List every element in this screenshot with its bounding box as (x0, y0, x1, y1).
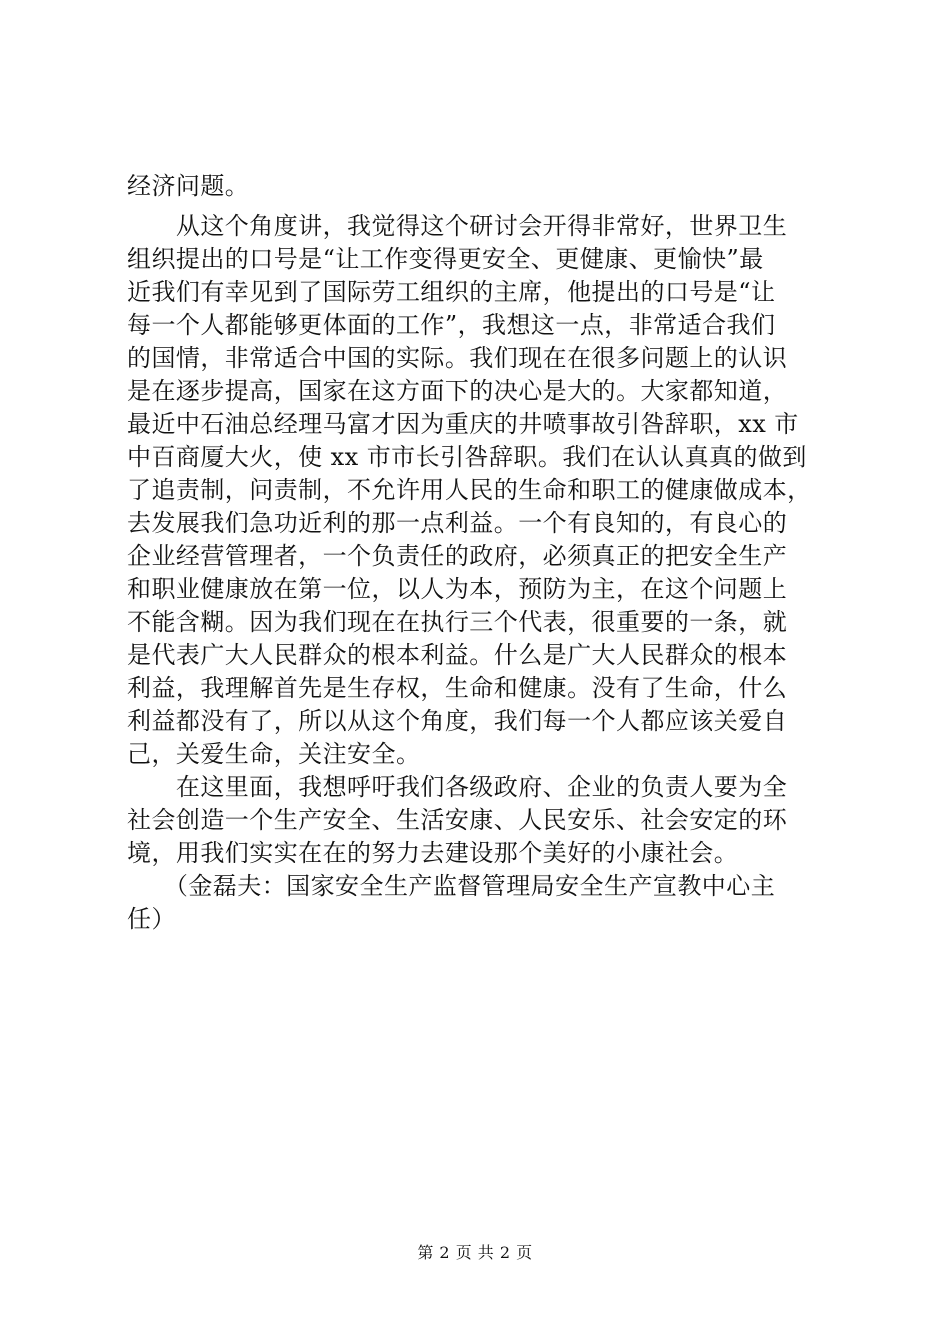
page-number-footer: 第 2 页 共 2 页 (417, 1243, 533, 1262)
text-line: 己，关爱生命，关注安全。 (127, 740, 421, 768)
text-line: 从这个角度讲，我觉得这个研讨会开得非常好，世界卫生 (127, 212, 788, 240)
text-line: 最近中石油总经理马富才因为重庆的井喷事故引咎辞职，xx 市 (127, 410, 799, 438)
text-line: 企业经营管理者，一个负责任的政府，必须真正的把安全生产 (127, 542, 788, 570)
text-line: 组织提出的口号是“让工作变得更安全、更健康、更愉快”最 (127, 245, 764, 273)
text-line: 社会创造一个生产安全、生活安康、人民安乐、社会安定的环 (127, 806, 788, 834)
text-line: 去发展我们急功近利的那一点利益。一个有良知的，有良心的 (127, 509, 788, 537)
text-line: 中百商厦大火，使 xx 市市长引咎辞职。我们在认认真真的做到 (127, 443, 807, 471)
text-line: 不能含糊。因为我们现在在执行三个代表，很重要的一条，就 (127, 608, 788, 636)
text-line: 任） (127, 905, 176, 933)
text-line: 和职业健康放在第一位，以人为本，预防为主，在这个问题上 (127, 575, 788, 603)
text-line: 每一个人都能够更体面的工作”，我想这一点，非常适合我们 (127, 311, 776, 339)
text-line: 经济问题。 (127, 172, 250, 200)
text-line: 是代表广大人民群众的根本利益。什么是广大人民群众的根本 (127, 641, 788, 669)
text-line: （金磊夫：国家安全生产监督管理局安全生产宣教中心主 (127, 872, 776, 900)
text-line: 利益都没有了，所以从这个角度，我们每一个人都应该关爱自 (127, 707, 788, 735)
text-line: 在这里面，我想呼吁我们各级政府、企业的负责人要为全 (127, 773, 788, 801)
text-line: 的国情，非常适合中国的实际。我们现在在很多问题上的认识 (127, 344, 788, 372)
text-line: 境，用我们实实在在的努力去建设那个美好的小康社会。 (127, 839, 739, 867)
text-line: 利益，我理解首先是生存权，生命和健康。没有了生命，什么 (127, 674, 788, 702)
text-line: 近我们有幸见到了国际劳工组织的主席，他提出的口号是“让 (127, 278, 776, 306)
text-line: 了追责制，问责制，不允许用人民的生命和职工的健康做成本， (127, 476, 812, 504)
text-line: 是在逐步提高，国家在这方面下的决心是大的。大家都知道， (127, 377, 788, 405)
